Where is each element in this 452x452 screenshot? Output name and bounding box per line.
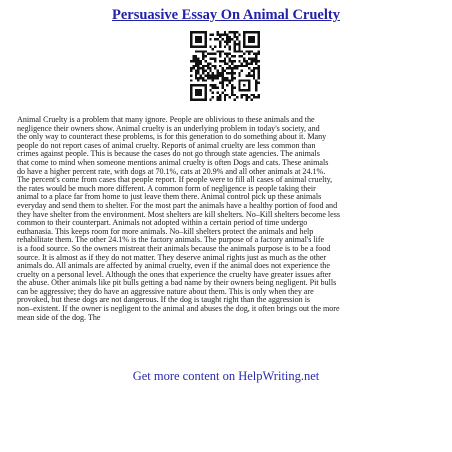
document-title[interactable]: Persuasive Essay On Animal Cruelty	[112, 7, 340, 23]
essay-body-text: Animal Cruelty is a problem that many ignore. People are oblivious to these animals and the negligence their owners show. Animal cruelty is an underlying problem in today's society, and the only way to counteract these problems, is for this generation to do something about it. Many people do not report cases of animal cruelty. Reports of animal cruelty are less common than crimes against people. This is because the cases do not go through state agencies. The animals that come to mind when someone mentions animal cruelty is often Dogs and cats. These animals do have a higher percent rate, with dogs at 70.1%, cats at 20.9% and all other animals at 24.1%. The percent's come from cases that people report. If people were to fill all cases of animal cruelty, the rates would be much more different. A common form of negligence is people taking their animal to a place far from home to just leave them there. Animal control pick up these animals everyday and send them to shelter. For the most part the animals have a healthy portion of food and they have shelter from the environment. Most shelters are kill shelters. No–Kill shelters become less common to their counterpart. Animals not adopted within a certain period of time undergo euthanasia. This keeps room for more animals. No–kill shelters protect the animals and help rehabilitate them. The other 24.1% is the factory animals. The purpose of a factory animal's life is a food source. So the owners mistreat their animals because the animals purpose is to be a food source. It is almost as if they do not matter. They deserve animal rights just as much as the other animals do. All animals are affected by animal cruelty, even if the animal does not experience the cruelty on a personal level. Although the ones that experience the cruelty have greater issues after the abuse. Other animals like pit bulls getting a bad name by their owners being negligent. Pit bulls can be aggressive; they do have an aggressive nature about them. This is only when they are provoked, but these dogs are not dangerous. If the dog is taught right than the aggression is non–existent. If the owner is negligent to the animal and abuses the dog, it often brings out the more mean side of the dog. The	[17, 115, 340, 322]
get-more-content-link[interactable]: Get more content on HelpWriting.net	[132, 369, 320, 383]
qr-code-icon	[190, 31, 260, 101]
